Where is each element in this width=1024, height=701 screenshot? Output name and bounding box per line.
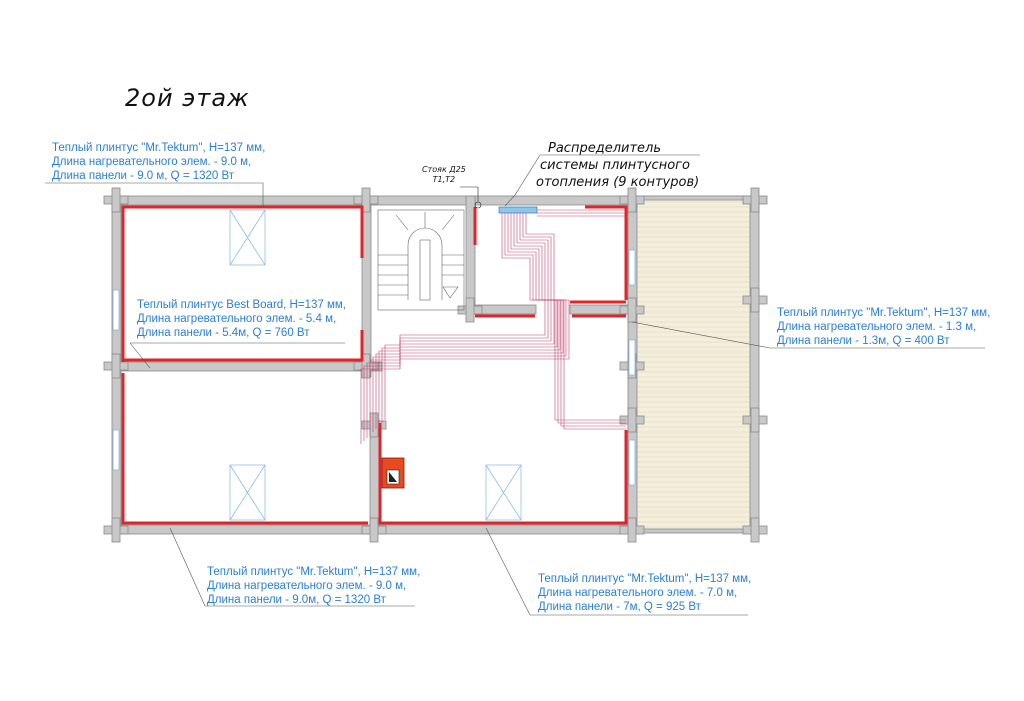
pipe-line (373, 213, 557, 432)
wall-post (112, 354, 120, 378)
leader-lines (45, 155, 985, 615)
annotation-bottom-left (207, 565, 420, 607)
annotation-line: Длина нагревательного элем. - 5.4 м, (137, 313, 337, 325)
riser-label (422, 165, 466, 185)
distributor-line-1: Распределитель (548, 141, 661, 156)
annotation-line: Длина панели - 9.0м, Q = 1320 Вт (207, 594, 386, 606)
fireplace (382, 458, 404, 488)
pipe-line (379, 213, 551, 426)
pipe-line (361, 213, 569, 444)
wall-post (628, 408, 636, 432)
annotation-line: Длина нагревательного элем. - 7.0 м, (538, 587, 738, 599)
annotation-line: Теплый плинтус "Mr.Tektum", H=137 мм, (52, 142, 266, 154)
annotation-line: Длина нагревательного элем. - 9.0 м, (207, 580, 407, 592)
wall-post (112, 518, 120, 542)
annotation-line: Теплый плинтус "Mr.Tektum", H=137 мм, (538, 573, 752, 585)
wall-post (628, 518, 636, 542)
wall-post (751, 288, 759, 312)
pipe-line (382, 213, 548, 423)
annotation-line: Длина панели - 1.3м, Q = 400 Вт (777, 335, 950, 347)
pipe-line (376, 213, 554, 429)
annotation-line: Длина нагревательного элем. - 1.3 м, (777, 321, 977, 333)
wall-post (466, 298, 474, 322)
terrace-deck (630, 196, 756, 532)
annotation-top-left (52, 141, 265, 183)
pipe-line (364, 213, 566, 441)
annotation-line: Длина нагревательного элем. - 9.0 м, (52, 156, 252, 168)
wall-post (628, 188, 636, 212)
pipe-line (564, 300, 626, 429)
wall-post (751, 518, 759, 542)
wall-post (751, 188, 759, 212)
pipe-line (558, 300, 626, 423)
pipe-line (367, 213, 563, 438)
annotation-line: Длина панели - 9.0 м, Q = 1320 Вт (52, 170, 235, 182)
riser-line-2: Т1,Т2 (432, 175, 456, 184)
pipe-line (561, 300, 626, 426)
annotation-right (777, 306, 990, 348)
wall-post (112, 188, 120, 212)
distributor-manifold (499, 207, 537, 213)
wall-post (370, 518, 378, 542)
wall-post (370, 413, 378, 437)
annotation-line: Длина панели - 5.4м, Q = 760 Вт (137, 327, 310, 339)
pipe-line (555, 300, 626, 420)
annotation-mid-left (137, 298, 346, 340)
distributor-line-3: отопления (9 контуров) (536, 175, 700, 190)
annotation-bottom-right (538, 572, 751, 614)
wall-post (751, 408, 759, 432)
riser-line-1: Стояк Д25 (422, 165, 466, 174)
annotation-line: Теплый плинтус "Mr.Tektum", H=137 мм, (207, 566, 421, 578)
distributor-label (536, 140, 700, 191)
annotation-line: Теплый плинтус Best Board, H=137 мм, (137, 299, 346, 311)
distributor-line-2: системы плинтусного (540, 158, 690, 173)
pipe-routing (361, 210, 626, 444)
wall-post (628, 298, 636, 322)
staircase (378, 210, 464, 310)
floor-title: 2ой этаж (125, 84, 250, 112)
annotation-line: Длина панели - 7м, Q = 925 Вт (538, 601, 701, 613)
annotation-line: Теплый плинтус "Mr.Tektum", H=137 мм, (777, 307, 991, 319)
